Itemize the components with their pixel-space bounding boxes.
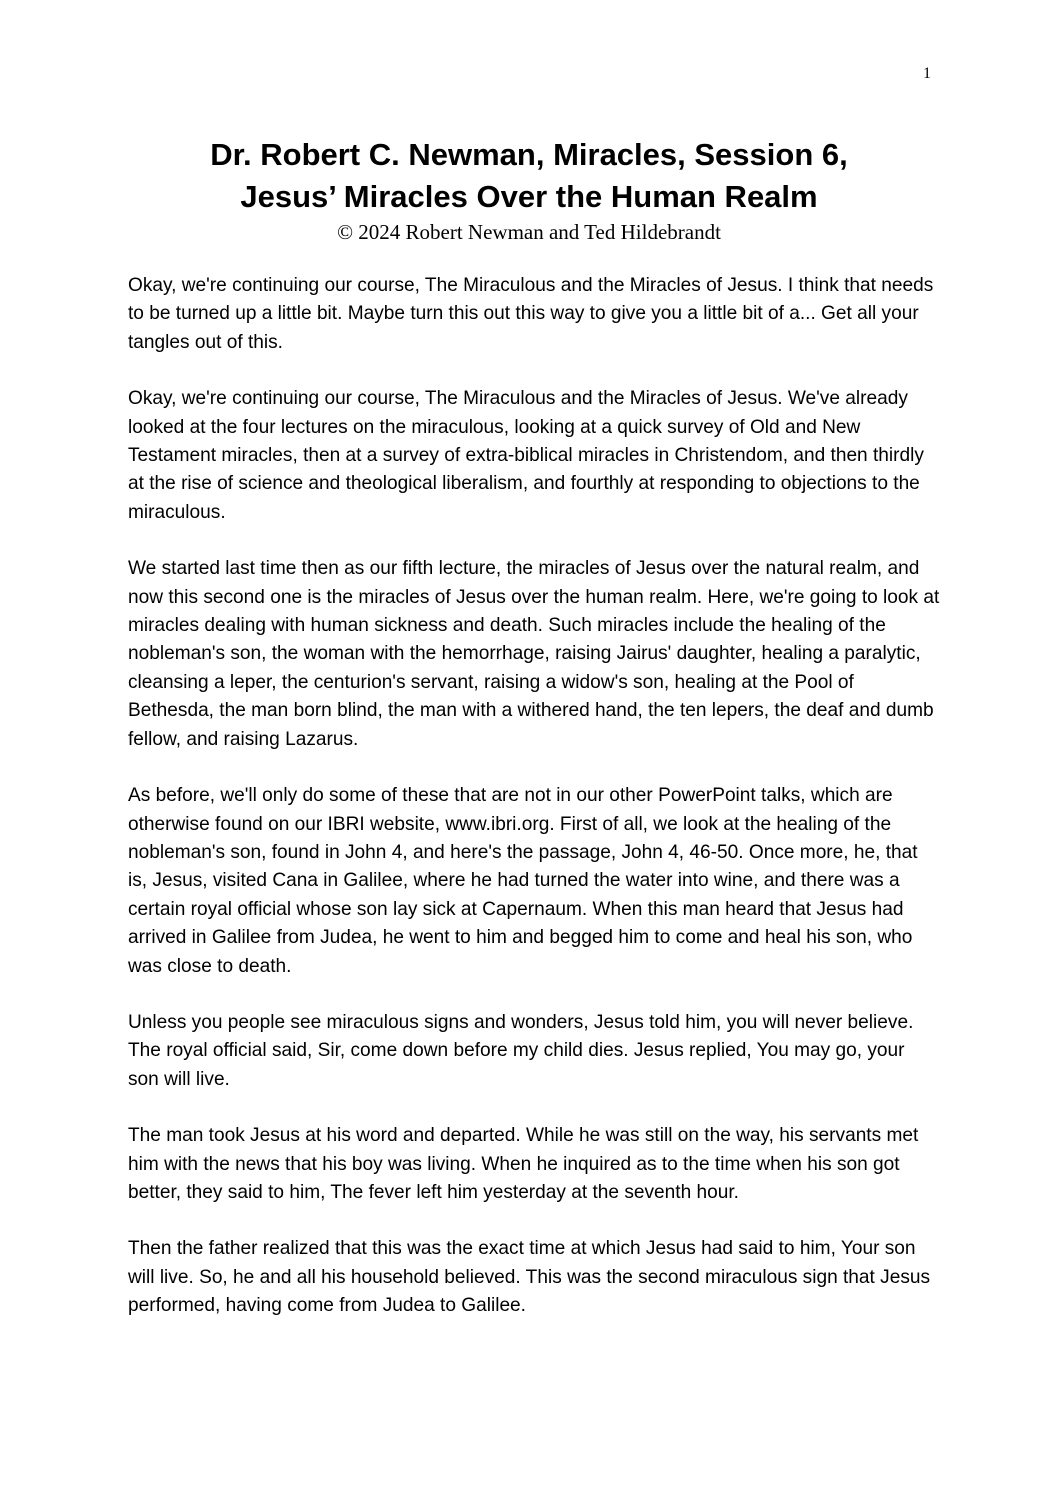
page-number: 1 [923, 65, 931, 82]
document-title-line-2: Jesus’ Miracles Over the Human Realm [240, 179, 818, 214]
title-block [0, 134, 1058, 244]
paragraph-4: As before, we'll only do some of these that are not in our other PowerPoint talks, which are otherwise found on our IBRI website, www.ibri.org. First of all, we look at the healing of the nobleman's son, found in John 4, and here's the passage, John 4, 46-50. Once more, he, that is, Jesus, visited Cana in Galilee, where he had turned the water into wine, and there was a certain royal official whose son lay sick at Capernaum. When this man heard that Jesus had arrived in Galilee from Judea, he went to him and begged him to come and heal his son, who was close to death. [128, 785, 918, 977]
paragraph-1: Okay, we're continuing our course, The Miraculous and the Miracles of Jesus. I think that needs to be turned up a little bit. Maybe turn this out this way to give you a little bit of a... Get all your tangles out of this. [128, 275, 934, 353]
paragraph-2: Okay, we're continuing our course, The Miraculous and the Miracles of Jesus. We've already looked at the four lectures on the miraculous, looking at a quick survey of Old and New Testament miracles, then at a survey of extra-biblical miracles in Christendom, and then thirdly at the rise of science and theological liberalism, and fourthly at responding to objections to the miraculous. [128, 388, 924, 523]
document-body [128, 272, 940, 1349]
paragraph-5: Unless you people see miraculous signs and wonders, Jesus told him, you will never believe. The royal official said, Sir, come down before my child dies. Jesus replied, You may go, your son will live. [128, 1011, 914, 1090]
paragraph-3: We started last time then as our fifth lecture, the miracles of Jesus over the natural realm, and now this second one is the miracles of Jesus over the human realm. Here, we're going to look at miracles dealing with human sickness and death. Such miracles include the healing of the nobleman's son, the woman with the hemorrhage, raising Jairus' daughter, healing a paralytic, cleansing a leper, the centurion's servant, raising a widow's son, healing at the Pool of Bethesda, the man born blind, the man with a withered hand, the ten lepers, the deaf and dumb fellow, and raising Lazarus. [128, 558, 940, 750]
document-title-line-1: Dr. Robert C. Newman, Miracles, Session 6, [210, 137, 848, 172]
paragraph-6: The man took Jesus at his word and departed. While he was still on the way, his servants met him with the news that his boy was living. When he inquired as to the time when his son got better, they said to him, The fever left him yesterday at the seventh hour. [128, 1125, 919, 1203]
copyright-notice: © 2024 Robert Newman and Ted Hildebrandt [337, 220, 721, 244]
paragraph-7: Then the father realized that this was the exact time at which Jesus had said to him, Your son will live. So, he and all his household believed. This was the second miraculous sign that Jesus performed, having come from Judea to Galilee. [128, 1238, 931, 1317]
